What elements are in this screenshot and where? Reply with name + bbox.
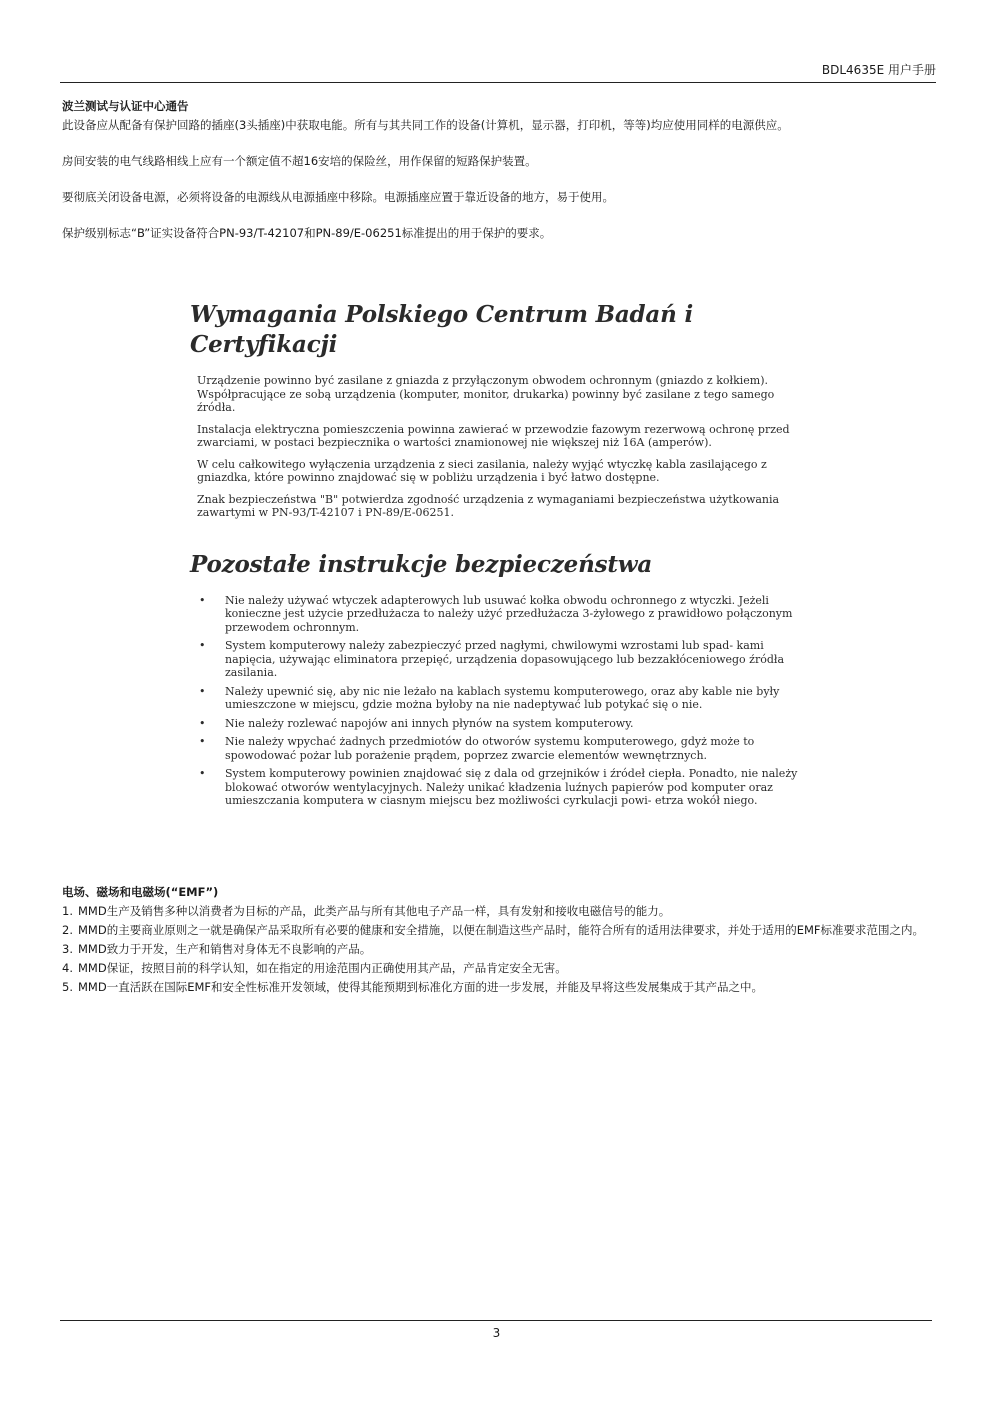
list-number: 1. (62, 904, 73, 918)
list-item (197, 639, 802, 680)
emf-section (62, 883, 934, 997)
list-item (62, 959, 934, 978)
list-number: 4. (62, 961, 73, 975)
polish-paragraph: Znak bezpieczeństwa "B" potwierdza zgodność urządzenia z wymaganiami bezpieczeństwa użytkowania zawartymi w PN-93/T-42107 i PN-89/E-06251. (197, 492, 780, 519)
list-item (62, 940, 934, 959)
list-item-text: Nie należy używać wtyczek adapterowych lub usuwać kołka obwodu ochronnego z wtyczki. Jeżeli konieczne jest użycie przedłużacza to należy użyć przedłużacza 3-żyłowego z prawidłowo połączonym przewodem ochronnym. (225, 593, 793, 634)
page-number: 3 (492, 1326, 501, 1340)
list-item-text: Nie należy rozlewać napojów ani innych płynów na system komputerowy. (225, 716, 634, 730)
polish-paragraph: Instalacja elektryczna pomieszczenia powinna zawierać w przewodzie fazowym rezerwową ochronę przed zwarciami, w postaci bezpiecznika o wartości znamionowej nie większej niż 16A (amperów). (197, 422, 790, 449)
polish-scanned-notice (190, 300, 802, 813)
list-item-text: MMD保证，按照目前的科学认知，如在指定的用途范围内正确使用其产品，产品肯定安全无害。 (78, 961, 567, 975)
list-item (62, 921, 934, 940)
list-number: 3. (62, 942, 73, 956)
footer-divider (60, 1320, 932, 1321)
list-item-text: MMD生产及销售多种以消费者为目标的产品，此类产品与所有其他电子产品一样，具有发射和接收电磁信号的能力。 (78, 904, 671, 918)
polish-bullet-list (190, 594, 802, 808)
paragraph: 要彻底关闭设备电源，必须将设备的电源线从电源插座中移除。电源插座应置于靠近设备的地方，易于使用。 (62, 190, 614, 204)
list-item (62, 902, 934, 921)
paragraph: 房间安装的电气线路相线上应有一个额定值不超16安培的保险丝，用作保留的短路保护装置。 (62, 154, 537, 168)
list-item (197, 767, 802, 808)
polish-heading-other-instructions: Pozostałe instrukcje bezpieczeństwa (190, 550, 653, 578)
bullet-icon: • (199, 735, 206, 748)
list-item (197, 685, 802, 712)
list-number: 5. (62, 980, 73, 994)
list-item-text: System komputerowy powinien znajdować się z dala od grzejników i źródeł ciepła. Ponadto, nie należy blokować otworów wentylacyjnych. Należy unikać kładzenia luźnych papierów pod komputer oraz umieszczania komputera w ciasnym miejscu bez możliwości cyrkulacji powi- etrza wokół niego. (225, 767, 798, 807)
list-item (197, 594, 802, 635)
bullet-icon: • (199, 716, 206, 730)
list-item-text: MMD的主要商业原则之一就是确保产品采取所有必要的健康和安全措施，以便在制造这些产品时，能符合所有的适用法律要求，并处于适用的EMF标准要求范围之内。 (78, 923, 924, 937)
polish-paragraph: W celu całkowitego wyłączenia urządzenia z sieci zasilania, należy wyjąć wtyczkę kabla zasilającego z gniazdka, które powinno znajdować się w pobliżu urządzenia i być łatwo dostępne. (197, 457, 767, 484)
list-item (62, 978, 934, 997)
list-item (197, 735, 802, 762)
paragraph: 保护级别标志“B”证实设备符合PN-93/T-42107和PN-89/E-06251标准提出的用于保护的要求。 (62, 226, 552, 240)
bullet-icon: • (199, 684, 206, 698)
list-item-text: Nie należy wpychać żadnych przedmiotów do otworów systemu komputerowego, gdyż może to spowodować pożar lub porażenie prądem, poprzez zwarcie elementów wewnętrznych. (225, 735, 755, 762)
bullet-icon: • (199, 639, 206, 652)
manual-title: BDL4635E 用户手册 (821, 63, 936, 77)
list-item-text: MMD一直活跃在国际EMF和安全性标准开发领域，使得其能预期到标准化方面的进一步发展，并能及早将这些发展集成于其产品之中。 (78, 980, 763, 994)
page-header (60, 62, 936, 83)
emf-list (62, 902, 934, 997)
polish-heading-requirements: Wymagania Polskiego Centrum Badań i Certyfikacji (190, 301, 693, 358)
list-item-text: Należy upewnić się, aby nic nie leżało na kablach systemu komputerowego, oraz aby kable nie były umieszczone w miejscu, gdzie można byłoby na nie nadeptywać lub potykać się o nie. (225, 684, 780, 711)
bullet-icon: • (199, 767, 206, 780)
polish-notice-cn (62, 97, 934, 243)
section-title-polish: 波兰测试与认证中心通告 (62, 99, 189, 113)
list-item-text: System komputerowy należy zabezpieczyć przed nagłymi, chwilowymi wzrostami lub spad- kami napięcia, używając eliminatora przepięć, urządzenia dopasowującego lub bezzakłóceniowego źródła zasilania. (225, 639, 785, 679)
bullet-icon: • (199, 593, 206, 607)
list-item-text: MMD致力于开发，生产和销售对身体无不良影响的产品。 (78, 942, 372, 956)
list-item (197, 717, 802, 731)
paragraph: 此设备应从配备有保护回路的插座(3头插座)中获取电能。所有与其共同工作的设备(计算机，显示器，打印机，等等)均应使用同样的电源供应。 (62, 118, 789, 132)
section-title-emf: 电场、磁场和电磁场(“EMF”) (62, 885, 219, 899)
polish-paragraph: Urządzenie powinno być zasilane z gniazda z przyłączonym obwodem ochronnym (gniazdo z kołkiem). Współpracujące ze sobą urządzenia (komputer, monitor, drukarka) powinny być zasilane z tego samego źródła. (197, 374, 775, 414)
list-number: 2. (62, 923, 73, 937)
